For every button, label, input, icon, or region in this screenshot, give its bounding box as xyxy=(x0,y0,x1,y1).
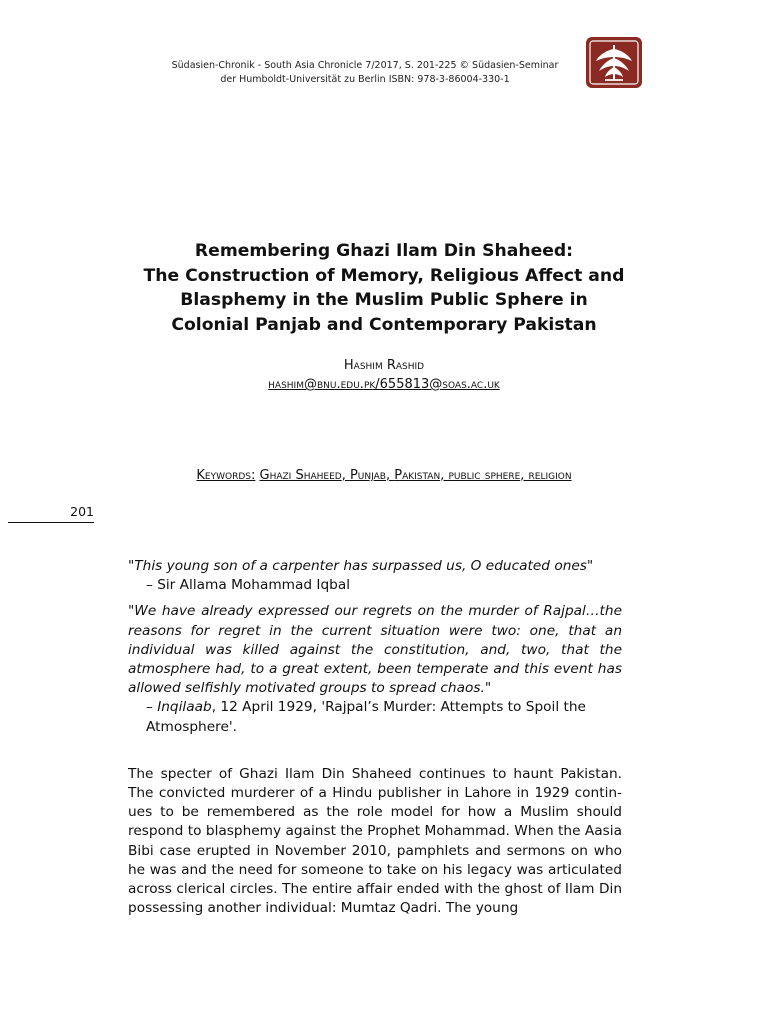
title-line-2: The Construction of Memory, Religious Affect and xyxy=(143,265,625,286)
keywords-line: Keywords: Ghazi Shaheed, Punjab, Pakistan, public sphere, religion xyxy=(196,468,572,483)
keywords-label: Keywords: xyxy=(196,468,256,483)
title-line-4: Colonial Panjab and Contemporary Pakistan xyxy=(171,314,597,335)
keyword-item: religion xyxy=(528,468,572,483)
epigraph-quote: "We have already expressed our regrets on the murder of Rajpal…the reasons for regret in the current situation were two: one, that an individual was killed against the constitution, and, two, that the atmosphere had, to a great extent, been temperate and this event has allowed selfishly motivated groups to spread chaos." xyxy=(128,603,622,697)
epigraph-attribution: – Sir Allama Mohammad Iqbal xyxy=(146,577,351,594)
journal-citation-line: Südasien-Chronik - South Asia Chronicle 7/2017, S. 201-225 © Südasien-Seminar xyxy=(171,60,559,71)
article-title xyxy=(100,239,668,337)
author-name: Hashim Rashid xyxy=(343,358,425,373)
author-email-link[interactable]: hashim@bnu.edu.pk/655813@soas.ac.uk xyxy=(268,377,500,392)
suedasien-seminar-logo-icon xyxy=(585,36,643,89)
keyword-item: Pakistan xyxy=(394,468,441,483)
journal-isbn-line: der Humboldt-Universität zu Berlin ISBN: 978-3-86004-330-1 xyxy=(220,73,510,85)
keyword-item: Ghazi Shaheed xyxy=(259,468,342,483)
keyword-item: public sphere xyxy=(448,468,521,483)
epigraph-attribution: – Inqilaab, 12 April 1929, 'Rajpal’s Murder: Attempts to Spoil the Atmosphere'. xyxy=(146,699,586,735)
title-line-3: Blasphemy in the Muslim Public Sphere in xyxy=(180,290,588,310)
epigraph-quote: "This young son of a carpenter has surpassed us, O educated ones" xyxy=(128,558,594,574)
article-body xyxy=(128,557,622,918)
title-line-1: Remembering Ghazi Ilam Din Shaheed: xyxy=(194,241,574,261)
body-paragraph: The specter of Ghazi Ilam Din Shaheed continues to haunt Pakistan. The convicted murderer of a Hindu publisher in Lahore in 1929 contin-ues to be remembered as the role model for how a Muslim should respond to blasphemy against the Prophet Mohammad. When the Aasia Bibi case erupted in November 2010, pamphlets and sermons on who he was and the need for someone to take on his legacy was articulated across clerical circles. The entire affair ended with the ghost of Ilam Din possessing another individual: Mumtaz Qadri. The young xyxy=(128,765,622,917)
page-number-rule xyxy=(8,522,94,523)
page-number: 201 xyxy=(70,504,94,519)
keyword-item: Punjab xyxy=(349,468,386,483)
journal-header xyxy=(150,59,580,86)
source-title: Inqilaab xyxy=(157,699,212,716)
